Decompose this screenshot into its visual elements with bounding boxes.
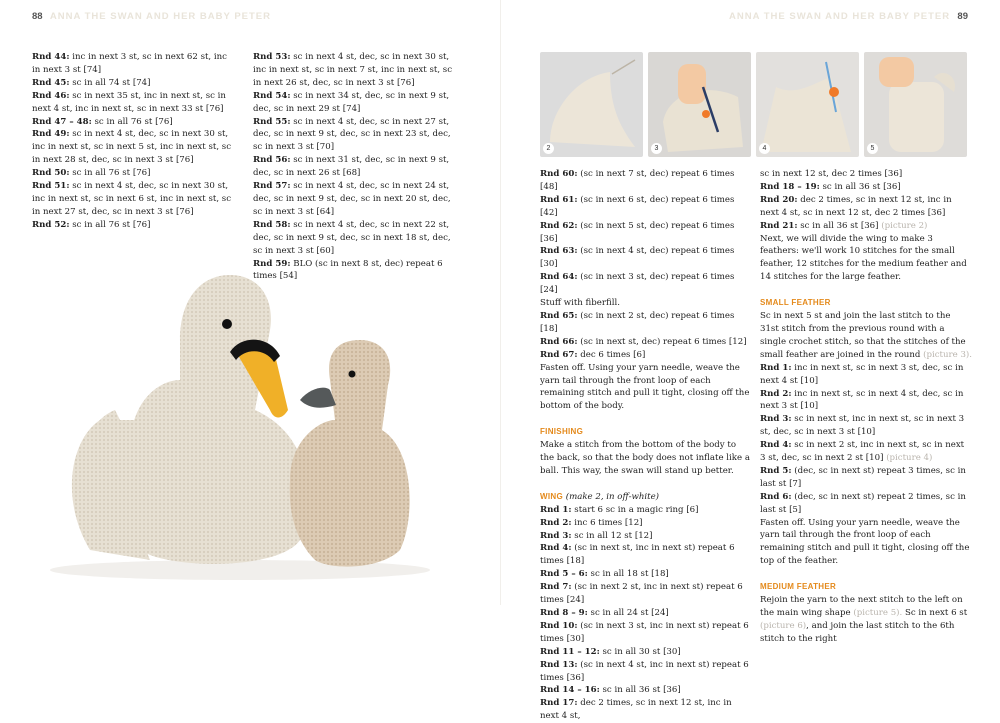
round-label: Rnd 2: — [540, 517, 572, 528]
round-instruction — [760, 194, 972, 220]
paragraph — [760, 233, 972, 285]
round-instruction — [540, 168, 752, 194]
round-text: sc in next 4 st, dec, sc in next 24 st, dec, sc in next 9 st, dec, sc in next 20 st, dec, sc in next 3 st [64] — [253, 181, 451, 217]
round-text: sc in next 2 st, inc in next st, sc in next 3 st, dec, sc in next 2 st [10] — [760, 440, 965, 464]
round-label: Rnd 4: — [760, 440, 792, 451]
round-label: Rnd 1: — [540, 504, 572, 515]
round-instruction — [253, 154, 461, 180]
round-label: Rnd 10: — [540, 620, 578, 631]
paragraph — [540, 362, 752, 414]
round-instruction — [540, 245, 752, 271]
round-text: inc in next st, sc in next 4 st, dec, sc in next 3 st [10] — [760, 388, 964, 412]
round-label: Rnd 45: — [32, 77, 70, 88]
spacer — [760, 284, 972, 297]
round-instruction — [540, 659, 752, 685]
round-instruction — [760, 413, 972, 439]
round-instruction — [32, 77, 237, 90]
round-label: Rnd 49: — [32, 129, 70, 140]
left-page-number: 88 — [32, 11, 43, 22]
round-label: Rnd 52: — [32, 219, 70, 230]
round-text: sc in next 4 st, dec, sc in next 27 st, dec, sc in next 9 st, dec, sc in next 23 st, dec, sc in next 3 st [70] — [253, 116, 451, 153]
round-text: (sc in next 4 st, inc in next st) repeat 6 times [36] — [540, 659, 749, 683]
crochet-wing-held-icon — [864, 52, 967, 157]
round-instruction — [253, 180, 461, 219]
round-instruction — [540, 220, 752, 246]
round-label: Rnd 2: — [760, 388, 792, 399]
paragraph-text: Stuff with fiberfill. — [540, 298, 620, 309]
paragraph — [540, 426, 752, 439]
round-label: Rnd 67: — [540, 349, 578, 360]
round-text: sc in all 74 st [74] — [69, 77, 151, 88]
round-label: Rnd 13: — [540, 659, 578, 670]
round-label: Rnd 11 – 12: — [540, 646, 600, 657]
round-instruction — [253, 219, 461, 258]
round-instruction — [760, 465, 972, 491]
round-text: sc in all 24 st [24] — [587, 608, 669, 618]
round-label: Rnd 51: — [32, 181, 70, 192]
round-text: dec 2 times, sc in next 12 st, inc in next 4 st, — [540, 698, 732, 722]
step-photo — [648, 52, 751, 157]
paragraph-text: Fasten off. Using your yarn needle, weave the yarn tail through the front loop of each remaining stitch and pull it tight, closing off the top of the feather. — [760, 517, 970, 567]
round-label: Rnd 44: — [32, 52, 70, 62]
round-label: Rnd 62: — [540, 220, 578, 231]
round-text: sc in next 4 st, dec, sc in next 30 st, inc in next st, sc in next 5 st, inc in next st, sc in next 28 st, dec, sc in next 3 st [76] — [32, 129, 232, 166]
round-instruction — [540, 568, 752, 581]
round-text: dec 2 times, sc in next 12 st, inc in next 4 st, sc in next 12 st, dec 2 times [36] — [760, 194, 952, 218]
round-label: Rnd 14 – 16: — [540, 685, 600, 696]
paragraph-text: Fasten off. Using your yarn needle, weave the yarn tail through the front loop of each remaining stitch and pull it tight, closing off the bottom of the body. — [540, 362, 750, 412]
swan-amigurumi-photo — [30, 270, 450, 590]
round-label: Rnd 4: — [540, 543, 572, 554]
section-heading-row — [540, 491, 752, 504]
round-label: Rnd 3: — [760, 414, 792, 425]
paragraph — [540, 439, 752, 478]
round-text: inc 6 times [12] — [571, 517, 643, 528]
round-instruction — [540, 349, 752, 362]
round-label: Rnd 5: — [760, 465, 792, 476]
crochet-wing-piece-icon — [540, 52, 643, 157]
round-label: Rnd 20: — [760, 194, 798, 205]
round-text: sc in all 12 st [12] — [571, 530, 653, 541]
round-text: (sc in next st, dec) repeat 6 times [12] — [577, 336, 747, 347]
round-text: (sc in next 2 st, dec) repeat 6 times [18] — [540, 310, 735, 334]
pattern-column-1 — [32, 51, 237, 232]
picture-reference: (picture 4) — [886, 453, 933, 464]
photo-number-badge: 4 — [759, 143, 770, 154]
round-instruction — [540, 581, 752, 607]
section-note: (make 2, in off-white) — [562, 491, 660, 502]
paragraph-text: Make a stitch from the bottom of the body to the back, so that the body does not inflate like a ball. This way, the swan will stand up better. — [540, 440, 750, 476]
left-page-title: ANNA THE SWAN AND HER BABY PETER — [49, 11, 271, 22]
round-label: Rnd 8 – 9: — [540, 608, 588, 618]
round-instruction — [32, 180, 237, 219]
right-page-number: 89 — [957, 11, 968, 22]
paragraph — [760, 594, 972, 646]
spacer — [760, 568, 972, 581]
section-heading: WING — [540, 491, 563, 501]
round-label: Rnd 64: — [540, 272, 578, 283]
round-text: sc in next 35 st, inc in next st, sc in next 4 st, inc in next st, sc in next 33 st [76] — [32, 90, 226, 114]
cygnet-beak — [300, 388, 336, 408]
photo-number-badge: 3 — [651, 143, 662, 154]
section-heading: MEDIUM FEATHER — [760, 582, 837, 592]
round-instruction — [32, 167, 237, 180]
round-label: Rnd 50: — [32, 168, 70, 179]
round-instruction — [760, 491, 972, 517]
paragraph — [760, 168, 972, 181]
paragraph — [760, 297, 972, 310]
round-text: (sc in next 3 st, inc in next st) repeat 6 times [30] — [540, 620, 749, 644]
round-instruction — [540, 684, 752, 697]
paragraph-text: Sc in next 5 st and join the last stitch to the 31st stitch from the previous round with a single crochet stitch, so that the stitches of the small feather are joined in the round — [760, 311, 966, 360]
round-instruction — [253, 90, 461, 116]
round-text: inc in next 3 st, sc in next 62 st, inc in next 3 st [74] — [32, 52, 227, 75]
spacer — [540, 478, 752, 491]
round-text: sc in next 31 st, dec, sc in next 9 st, dec, sc in next 26 st [68] — [253, 155, 450, 179]
round-label: Rnd 61: — [540, 194, 578, 205]
round-text: (dec, sc in next st) repeat 2 times, sc in last st [5] — [760, 491, 966, 515]
photo-number-badge: 5 — [867, 143, 878, 154]
round-text: start 6 sc in a magic ring [6] — [571, 504, 699, 515]
pattern-column-4 — [760, 168, 972, 646]
round-label: Rnd 21: — [760, 220, 798, 231]
round-text: sc in all 18 st [18] — [587, 569, 669, 580]
round-text: sc in all 36 st [36] — [599, 685, 681, 696]
round-label: Rnd 55: — [253, 116, 291, 127]
round-instruction — [540, 530, 752, 543]
picture-reference: (picture 5). — [853, 608, 903, 618]
round-text: sc in all 36 st [36] — [819, 181, 901, 192]
round-instruction — [760, 362, 972, 388]
round-label: Rnd 53: — [253, 52, 291, 62]
round-text: (sc in next 2 st, inc in next st) repeat 6 times [24] — [540, 582, 743, 606]
round-instruction — [540, 646, 752, 659]
round-instruction — [32, 116, 237, 129]
paragraph — [540, 297, 752, 310]
picture-reference: (picture 2) — [881, 220, 928, 231]
round-instruction — [253, 51, 461, 90]
round-instruction — [760, 220, 972, 233]
round-label: Rnd 3: — [540, 530, 572, 541]
round-text: sc in all 76 st [76] — [69, 219, 151, 230]
pattern-column-2 — [253, 51, 461, 283]
photo-number-badge: 2 — [543, 143, 554, 154]
round-label: Rnd 58: — [253, 219, 291, 230]
round-label: Rnd 65: — [540, 310, 578, 321]
pattern-column-3 — [540, 168, 752, 723]
round-instruction — [32, 219, 237, 232]
round-label: Rnd 1: — [760, 362, 792, 373]
round-text: (sc in next 6 st, dec) repeat 6 times [42] — [540, 194, 735, 218]
crochet-wing-marker-icon — [648, 52, 751, 157]
round-label: Rnd 7: — [540, 582, 572, 593]
round-instruction — [540, 697, 752, 723]
step-photo — [864, 52, 967, 157]
round-label: Rnd 6: — [760, 491, 792, 502]
round-text: inc in next st, sc in next 3 st, dec, sc in next 4 st [10] — [760, 362, 964, 386]
picture-reference: (picture 6) — [760, 620, 807, 631]
round-instruction — [540, 271, 752, 297]
round-label: Rnd 17: — [540, 698, 578, 709]
round-label: Rnd 47 – 48: — [32, 116, 92, 127]
round-text: sc in next 4 st, dec, sc in next 30 st, inc in next st, sc in next 7 st, inc in next st, sc in next 26 st, dec, sc in next 3 st [76] — [253, 52, 453, 88]
round-instruction — [32, 128, 237, 167]
paragraph-text: Rejoin the yarn to the next stitch to the left on the main wing shape — [760, 595, 963, 618]
round-instruction — [540, 336, 752, 349]
swan-body — [127, 275, 308, 564]
round-text: sc in all 30 st [30] — [599, 646, 681, 657]
round-text: (sc in next 4 st, dec) repeat 6 times [30] — [540, 246, 735, 270]
cygnet-eye — [349, 371, 356, 378]
round-label: Rnd 66: — [540, 336, 578, 347]
paragraph-text: , and join the last stitch to the 6th stitch to the right — [760, 620, 955, 644]
round-instruction — [32, 51, 237, 77]
round-label: Rnd 54: — [253, 90, 291, 101]
page-gutter — [500, 0, 501, 605]
round-instruction — [540, 517, 752, 530]
crochet-feather-hook-icon — [756, 52, 859, 157]
round-instruction — [540, 620, 752, 646]
section-heading: FINISHING — [540, 427, 584, 437]
round-instruction — [540, 542, 752, 568]
round-text: sc in all 76 st [76] — [91, 116, 173, 127]
paragraph — [760, 517, 972, 569]
round-text: sc in next st, inc in next st, sc in next 3 st, dec, sc in next 3 st [10] — [760, 414, 965, 438]
section-heading: SMALL FEATHER — [760, 298, 831, 308]
paragraph-text: sc in next 12 st, dec 2 times [36] — [760, 169, 903, 179]
round-label: Rnd 63: — [540, 246, 578, 257]
round-text: (sc in next 7 st, dec) repeat 6 times [48] — [540, 169, 735, 192]
round-instruction — [540, 607, 752, 620]
round-text: (sc in next 3 st, dec) repeat 6 times [24] — [540, 272, 735, 296]
swan-eye — [222, 319, 232, 329]
round-text: dec 6 times [6] — [577, 349, 646, 360]
round-label: Rnd 56: — [253, 155, 291, 166]
round-instruction — [253, 116, 461, 155]
round-label: Rnd 18 – 19: — [760, 181, 820, 192]
round-instruction — [760, 181, 972, 194]
round-instruction — [540, 504, 752, 517]
round-text: (sc in next 5 st, dec) repeat 6 times [36] — [540, 220, 735, 244]
step-photo — [540, 52, 643, 157]
round-text: (sc in next st, inc in next st) repeat 6 times [18] — [540, 543, 735, 567]
round-instruction — [32, 90, 237, 116]
round-label: Rnd 59: — [253, 258, 291, 269]
round-label: Rnd 57: — [253, 181, 291, 192]
round-text: (dec, sc in next st) repeat 3 times, sc in last st [7] — [760, 465, 966, 489]
paragraph — [760, 581, 972, 594]
round-instruction — [540, 194, 752, 220]
step-photo — [756, 52, 859, 157]
picture-reference: (picture 3). — [923, 349, 972, 360]
round-instruction — [540, 310, 752, 336]
round-instruction — [760, 439, 972, 465]
round-text: sc in next 4 st, dec, sc in next 22 st, dec, sc in next 9 st, dec, sc in next 18 st, dec, sc in next 3 st [60] — [253, 219, 451, 256]
round-text: sc in next 34 st, dec, sc in next 9 st, dec, sc in next 29 st [74] — [253, 90, 450, 114]
right-page-title: ANNA THE SWAN AND HER BABY PETER — [729, 11, 951, 22]
round-label: Rnd 5 – 6: — [540, 569, 588, 580]
paragraph-text: Next, we will divide the wing to make 3 feathers: we'll work 10 stitches for the small feather, 12 stitches for the medium feather and 14 stitches for the large feather. — [760, 233, 967, 283]
round-text: sc in all 76 st [76] — [69, 168, 151, 179]
round-text: sc in all 36 st [36] — [797, 220, 882, 231]
round-text: BLO (sc in next 8 st, dec) repeat 6 times [54] — [253, 258, 443, 282]
spacer — [540, 413, 752, 426]
round-label: Rnd 46: — [32, 90, 70, 101]
right-page-header — [729, 11, 968, 22]
round-text: sc in next 4 st, dec, sc in next 30 st, inc in next st, sc in next 6 st, inc in next st, sc in next 27 st, dec, sc in next 3 st [76] — [32, 181, 232, 217]
round-instruction — [760, 388, 972, 414]
left-page-header — [32, 11, 271, 22]
paragraph-text: Sc in next 6 st — [902, 608, 968, 618]
round-label: Rnd 60: — [540, 169, 578, 179]
paragraph — [760, 310, 972, 362]
